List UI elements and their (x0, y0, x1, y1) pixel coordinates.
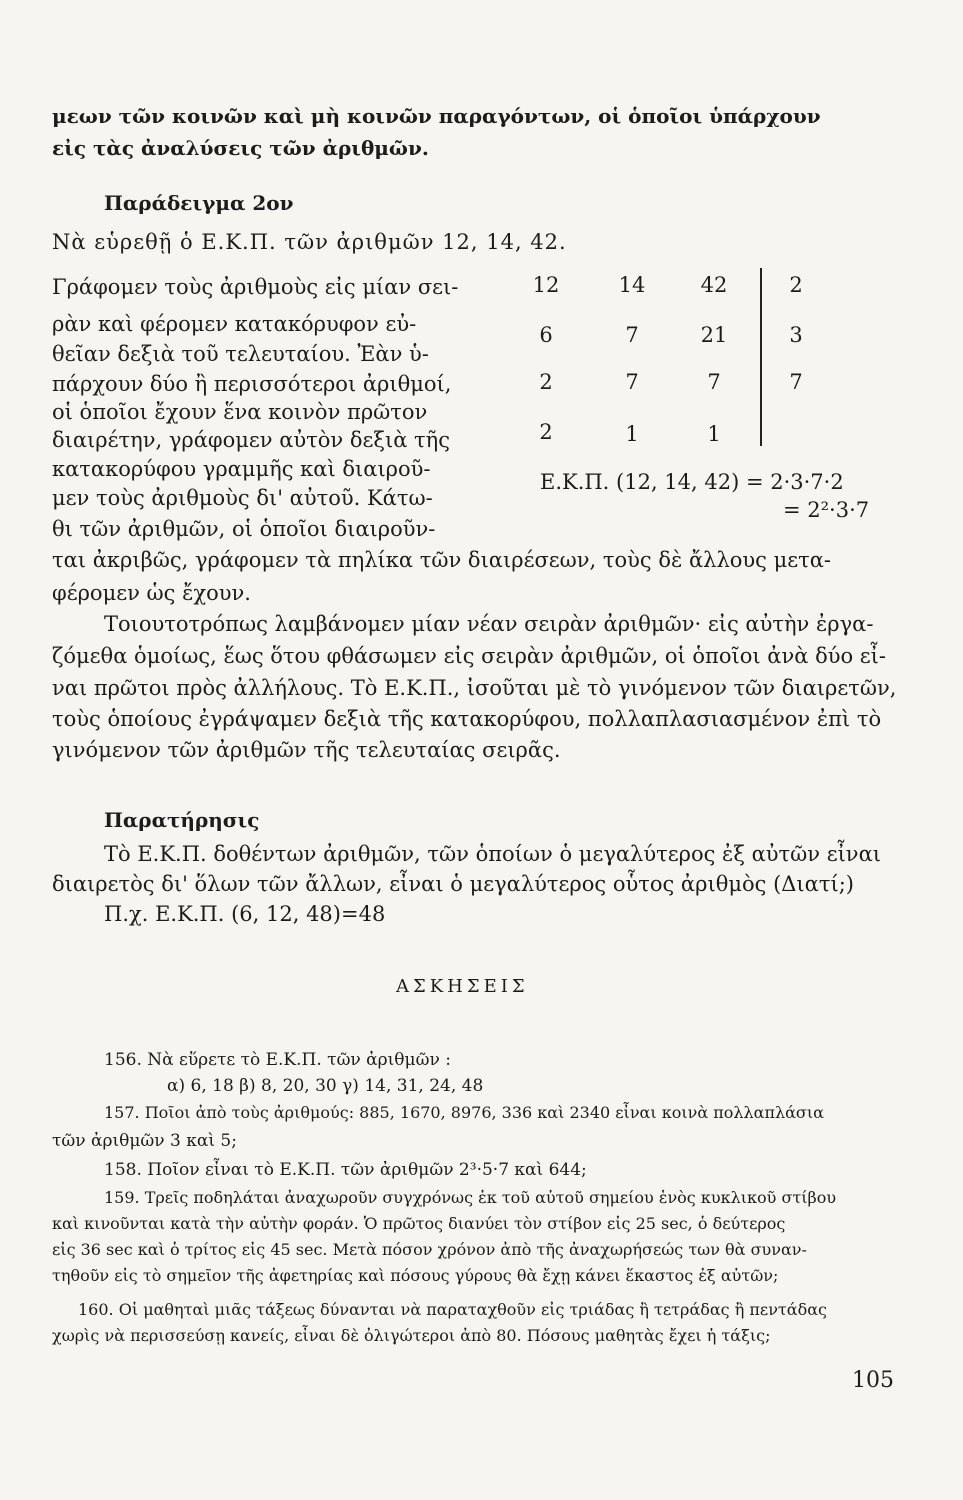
text-line: θι τῶν ἀριθμῶν, οἱ ὁποῖοι διαιροῦν- (52, 517, 436, 541)
grid-cell: 1 (625, 422, 639, 446)
text-line: Γράφομεν τοὺς ἀριθμοὺς εἰς μίαν σει- (52, 275, 459, 299)
example-task: Νὰ εὑρεθῇ ὁ Ε.Κ.Π. τῶν ἀριθμῶν 12, 14, 42. (52, 230, 567, 254)
remark-line: Π.χ. Ε.Κ.Π. (6, 12, 48)=48 (104, 902, 386, 926)
exercise-line: χωρὶς νὰ περισσεύσῃ κανείς, εἶναι δὲ ὀλιγώτεροι ἀπὸ 80. Πόσους μαθητὰς ἔχει ἡ τάξις; (52, 1326, 771, 1345)
remark-line: Τὸ Ε.Κ.Π. δοθέντων ἀριθμῶν, τῶν ὁποίων ὁ μεγαλύτερος ἐξ αὐτῶν εἶναι (104, 842, 881, 866)
division-line (760, 268, 762, 446)
grid-cell: 7 (625, 370, 639, 394)
exercise-line: τηθοῦν εἰς τὸ σημεῖον τῆς ἀφετηρίας καὶ πόσους γύρους θὰ ἔχῃ κάνει ἕκαστος ἐξ αὐτῶν; (52, 1266, 779, 1285)
grid-cell: 21 (700, 323, 728, 347)
exercise-line: 158. Ποῖον εἶναι τὸ Ε.Κ.Π. τῶν ἀριθμῶν 2³·5·7 καὶ 644; (104, 1160, 587, 1180)
grid-cell: 6 (539, 323, 553, 347)
grid-cell: 1 (707, 422, 721, 446)
exercise-line: α) 6, 18 β) 8, 20, 30 γ) 14, 31, 24, 48 (167, 1076, 484, 1096)
grid-divisor: 2 (789, 273, 803, 297)
example-heading: Παράδειγμα 2ον (104, 191, 294, 215)
grid-cell: 42 (700, 273, 728, 297)
text-line: θεῖαν δεξιὰ τοῦ τελευταίου. Ἐὰν ὑ- (52, 342, 429, 366)
exercise-line: καὶ κινοῦνται κατὰ τὴν αὐτὴν φοράν. Ὁ πρῶτος διανύει τὸν στίβον εἰς 25 sec, ὁ δεύτερος (52, 1214, 786, 1233)
page-number: 105 (852, 1368, 894, 1393)
text-line: πάρχουν δύο ἢ περισσότεροι ἀριθμοί, (52, 372, 452, 396)
result-line-2: = 2²·3·7 (783, 498, 870, 522)
exercise-line: 160. Οἱ μαθηταὶ μιᾶς τάξεως δύνανται νὰ παραταχθοῦν εἰς τριάδας ἢ τετράδας ἢ πεντάδας (78, 1300, 827, 1319)
grid-cell: 7 (707, 370, 721, 394)
exercise-line: 156. Νὰ εὕρετε τὸ Ε.Κ.Π. τῶν ἀριθμῶν : (104, 1050, 451, 1070)
exercise-line: 159. Τρεῖς ποδηλάται ἀναχωροῦν συγχρόνως ἐκ τοῦ αὐτοῦ σημείου ἑνὸς κυκλικοῦ στίβου (104, 1188, 837, 1207)
grid-cell: 14 (618, 273, 646, 297)
para-line: ζόμεθα ὁμοίως, ἕως ὅτου φθάσωμεν εἰς σειρὰν ἀριθμῶν, οἱ ὁποῖοι ἀνὰ δύο εἶ- (52, 644, 887, 668)
text-line: ται ἀκριβῶς, γράφομεν τὰ πηλίκα τῶν διαιρέσεων, τοὺς δὲ ἄλλους μετα- (52, 548, 832, 572)
intro-line-1: μεων τῶν κοινῶν καὶ μὴ κοινῶν παραγόντων, οἱ ὁποῖοι ὑπάρχουν (52, 104, 821, 128)
text-line: οἱ ὁποῖοι ἔχουν ἕνα κοινὸν πρῶτον (52, 400, 428, 424)
intro-line-2: εἰς τὰς ἀναλύσεις τῶν ἀριθμῶν. (52, 136, 429, 160)
text-line: μεν τοὺς ἀριθμοὺς δι' αὐτοῦ. Κάτω- (52, 486, 433, 510)
para-line: ναι πρῶτοι πρὸς ἀλλήλους. Τὸ Ε.Κ.Π., ἰσοῦται μὲ τὸ γινόμενον τῶν διαιρετῶν, (52, 676, 897, 700)
exercise-line: τῶν ἀριθμῶν 3 καὶ 5; (52, 1131, 237, 1151)
result-line-1: Ε.Κ.Π. (12, 14, 42) = 2·3·7·2 (540, 470, 844, 494)
text-line: ρὰν καὶ φέρομεν κατακόρυφον εὐ- (52, 312, 417, 336)
grid-cell: 7 (625, 323, 639, 347)
exercise-line: 157. Ποῖοι ἀπὸ τοὺς ἀριθμούς: 885, 1670, 8976, 336 καὶ 2340 εἶναι κοινὰ πολλαπλάσια (104, 1103, 824, 1122)
remark-line: διαιρετὸς δι' ὅλων τῶν ἄλλων, εἶναι ὁ μεγαλύτερος οὗτος ἀριθμὸς (Διατί;) (52, 872, 854, 896)
remark-heading: Παρατήρησις (104, 808, 260, 832)
para-line: γινόμενον τῶν ἀριθμῶν τῆς τελευταίας σειρᾶς. (52, 738, 561, 762)
text-line: κατακορύφου γραμμῆς καὶ διαιροῦ- (52, 457, 431, 481)
para-line: Τοιουτοτρόπως λαμβάνομεν μίαν νέαν σειρὰν ἀριθμῶν· εἰς αὐτὴν ἐργα- (104, 612, 874, 636)
text-line: φέρομεν ὡς ἔχουν. (52, 581, 251, 605)
grid-cell: 2 (539, 420, 553, 444)
grid-cell: 2 (539, 370, 553, 394)
grid-cell: 12 (532, 273, 560, 297)
text-line: διαιρέτην, γράφομεν αὐτὸν δεξιὰ τῆς (52, 428, 451, 452)
exercises-title: ΑΣΚΗΣΕΙΣ (396, 976, 529, 997)
exercise-line: εἰς 36 sec καὶ ὁ τρίτος εἰς 45 sec. Μετὰ πόσον χρόνον ἀπὸ τῆς ἀναχωρήσεώς των θὰ συναν- (52, 1240, 807, 1259)
grid-divisor: 3 (789, 323, 803, 347)
grid-divisor: 7 (789, 370, 803, 394)
para-line: τοὺς ὁποίους ἐγράψαμεν δεξιὰ τῆς κατακορύφου, πολλαπλασιασμένον ἐπὶ τὸ (52, 707, 882, 731)
